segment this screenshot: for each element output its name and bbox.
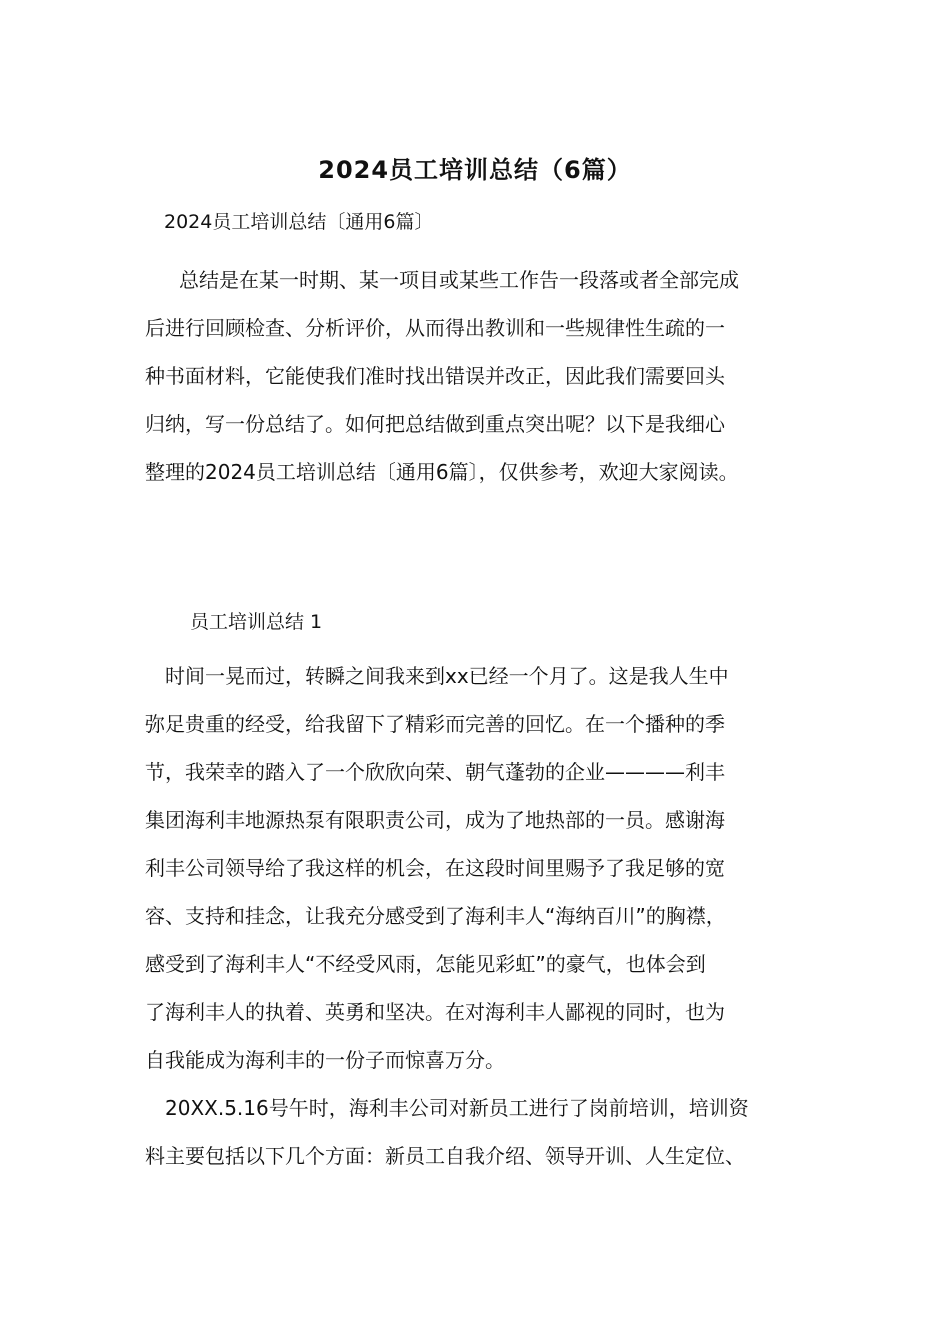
body-line: 容、支持和挂念，让我充分感受到了海利丰人“海纳百川”的胸襟， xyxy=(145,904,726,928)
intro-line: 种书面材料，它能使我们准时找出错误并改正，因此我们需要回头 xyxy=(145,364,725,388)
body-line: 料主要包括以下几个方面：新员工自我介绍、领导开训、人生定位、 xyxy=(145,1144,745,1168)
intro-line: 整理的2024员工培训总结〔通用6篇〕，仅供参考，欢迎大家阅读。 xyxy=(145,460,739,484)
document-subtitle: 2024员工培训总结〔通用6篇〕 xyxy=(164,211,434,233)
body-line: 集团海利丰地源热泵有限职责公司，成为了地热部的一员。感谢海 xyxy=(145,808,725,832)
intro-line: 归纳，写一份总结了。如何把总结做到重点突出呢？以下是我细心 xyxy=(145,412,725,436)
body-line: 节，我荣幸的踏入了一个欣欣向荣、朝气蓬勃的企业————利丰 xyxy=(145,760,725,784)
document-title: 2024员工培训总结（6篇） xyxy=(318,156,632,184)
intro-line: 总结是在某一时期、某一项目或某些工作告一段落或者全部完成 xyxy=(179,268,739,292)
body-line: 时间一晃而过，转瞬之间我来到xx已经一个月了。这是我人生中 xyxy=(165,664,729,688)
body-line: 了海利丰人的执着、英勇和坚决。在对海利丰人鄙视的同时，也为 xyxy=(145,1000,725,1024)
intro-line: 后进行回顾检查、分析评价，从而得出教训和一些规律性生疏的一 xyxy=(145,316,725,340)
body-line: 利丰公司领导给了我这样的机会，在这段时间里赐予了我足够的宽 xyxy=(145,856,725,880)
body-line: 20XX.5.16号午时，海利丰公司对新员工进行了岗前培训，培训资 xyxy=(165,1096,749,1120)
section-heading: 员工培训总结 1 xyxy=(190,611,323,633)
body-paragraphs xyxy=(145,652,825,1180)
body-line: 弥足贵重的经受，给我留下了精彩而完善的回忆。在一个播种的季 xyxy=(145,712,725,736)
body-line: 自我能成为海利丰的一份子而惊喜万分。 xyxy=(145,1048,505,1072)
intro-paragraph xyxy=(145,256,825,496)
body-line: 感受到了海利丰人“不经受风雨，怎能见彩虹”的豪气，也体会到 xyxy=(145,952,706,976)
